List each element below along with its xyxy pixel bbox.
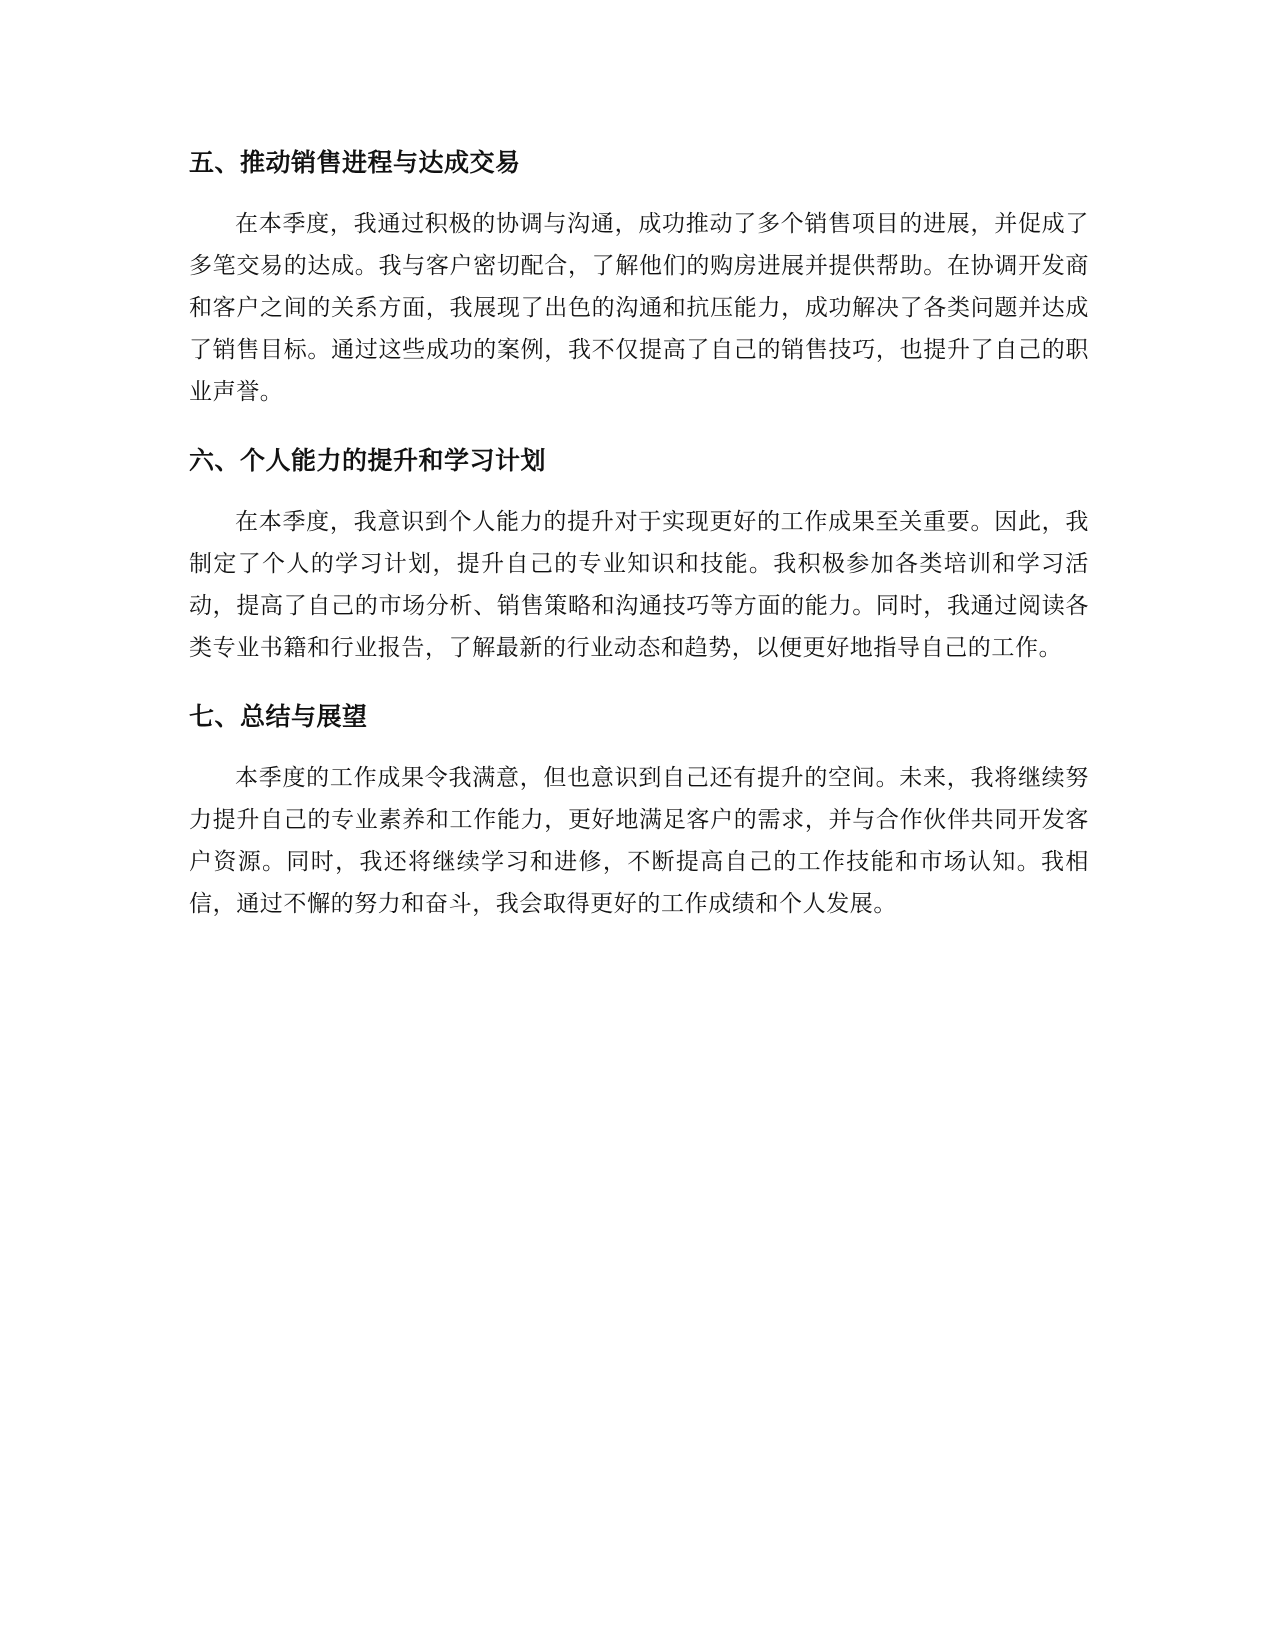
section-paragraph: 本季度的工作成果令我满意，但也意识到自己还有提升的空间。未来，我将继续努力提升自己的专业素养和工作能力，更好地满足客户的需求，并与合作伙伴共同开发客户资源。同时，我还将继续学习和进修，不断提高自己的工作技能和市场认知。我相信，通过不懈的努力和奋斗，我会取得更好的工作成绩和个人发展。 (189, 765, 1089, 917)
section-heading: 七、总结与展望 (189, 702, 368, 731)
section-sales-progress (189, 145, 1089, 413)
section-heading: 六、个人能力的提升和学习计划 (189, 446, 547, 475)
section-personal-growth (189, 443, 1089, 669)
section-paragraph: 在本季度，我通过积极的协调与沟通，成功推动了多个销售项目的进展，并促成了多笔交易的达成。我与客户密切配合，了解他们的购房进展并提供帮助。在协调开发商和客户之间的关系方面，我展现了出色的沟通和抗压能力，成功解决了各类问题并达成了销售目标。通过这些成功的案例，我不仅提高了自己的销售技巧，也提升了自己的职业声誉。 (189, 211, 1089, 405)
section-heading: 五、推动销售进程与达成交易 (189, 148, 521, 177)
section-paragraph: 在本季度，我意识到个人能力的提升对于实现更好的工作成果至关重要。因此，我制定了个人的学习计划，提升自己的专业知识和技能。我积极参加各类培训和学习活动，提高了自己的市场分析、销售策略和沟通技巧等方面的能力。同时，我通过阅读各类专业书籍和行业报告，了解最新的行业动态和趋势，以便更好地指导自己的工作。 (189, 509, 1089, 661)
section-summary-outlook (189, 699, 1089, 925)
document-body (189, 145, 1089, 955)
